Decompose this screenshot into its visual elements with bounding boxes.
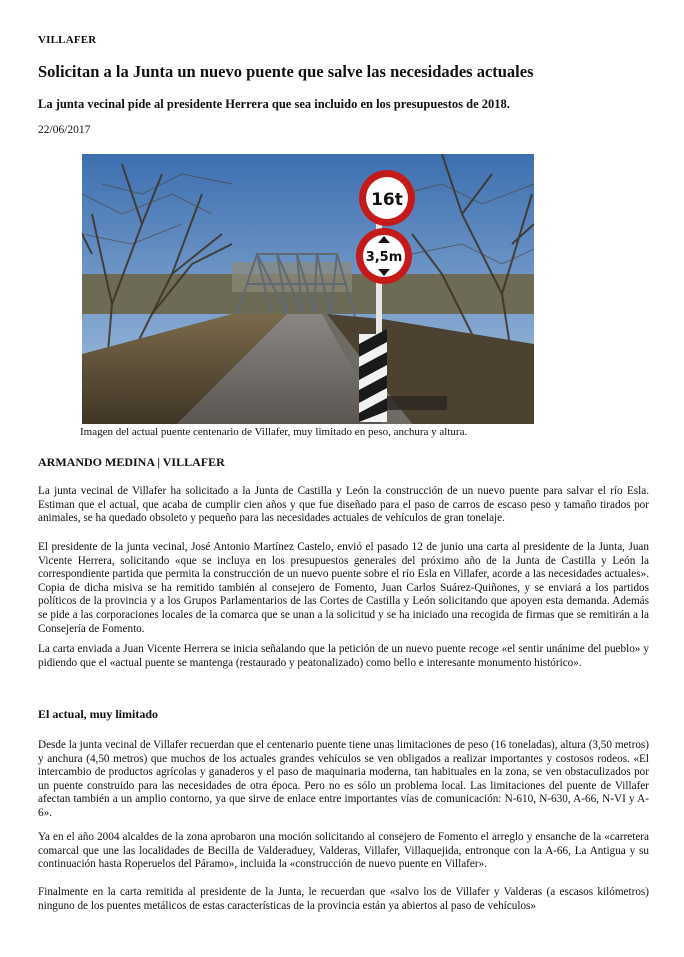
article-headline: Solicitan a la Junta un nuevo puente que salve las necesidades actuales xyxy=(38,62,534,81)
paragraph-2: El presidente de la junta vecinal, José Antonio Martínez Castelo, envió el pasado 12 de junio una carta al presidente de la Junta, Juan Vicente Herrera, solicitando «que se incluya en los presupuestos generales del próximo año de la Junta de Castilla y León la correspondiente partida que permita la construcción de un nuevo puente sobre el río Esla en Villafer, acorde a las necesidades actuales». Copia de dicha misiva se ha remitido también al consejero de Fomento, Juan Carlos Suárez-Quiñones, y se enviará a los partidos políticos de la provincia y a los Grupos Parlamentarios de las Cortes de Castilla y León solicitando que apoyen esta demanda. Además se pide a las corporaciones locales de la comarca que se unan a la solicitud y se ha iniciado una recogida de firmas que se remitirán a la Consejería de Fomento. xyxy=(38,541,649,635)
article-byline: ARMANDO MEDINA | VILLAFER xyxy=(38,455,225,469)
paragraph-6: Finalmente en la carta remitida al presidente de la Junta, le recuerdan que «salvo los de Villafer y Valderas (a escasos kilómetros) ninguno de los puentes metálicos de estas características de la provincia están ya abiertos al paso de vehículos» xyxy=(38,886,649,912)
sign-height-label: 3,5m xyxy=(365,250,403,265)
paragraph-5: Ya en el año 2004 alcaldes de la zona aprobaron una moción solicitando al consejero de Fomento el arreglo y ensanche de la «carretera comarcal que une las localidades de Becilla de Valderaduey, Valderas, Villafer, Villaquejida, entronque con la A-66, La Antigua y su continuación hasta Roperuelos del Páramo», incluida la «construcción de nuevo puente en Villafer». xyxy=(38,831,649,871)
paragraph-4: Desde la junta vecinal de Villafer recuerdan que el centenario puente tiene unas limitaciones de peso (16 toneladas), altura (3,50 metros) y anchura (4,50 metros) que muchos de los actuales grandes vehículos se ven obligados a realizar importantes y costosos rodeos. «El intercambio de productos agrícolas y ganaderos y el paso de maquinaria moderna, tan habituales en la zona, se ven obstaculizados por un puente construido para las necesidades de otra época. Pero no es sólo un problema local. Las limitaciones del puente de Villafer afectan también a un amplio contorno, ya que sirve de enlace entre importantes vías de comunicación: N-610, N-630, A-66, N-VI y A-6». xyxy=(38,739,649,819)
article-subhead: El actual, muy limitado xyxy=(38,707,159,721)
article-subheadline: La junta vecinal pide al presidente Herrera que sea incluido en los presupuestos de 2018. xyxy=(38,97,510,111)
bridge-photo xyxy=(82,154,534,424)
sign-weight-label: 16t xyxy=(371,190,403,210)
article-date: 22/06/2017 xyxy=(38,124,91,136)
paragraph-3: La carta enviada a Juan Vicente Herrera se inicia señalando que la petición de un nuevo puente recoge «el sentir unánime del pueblo» y pidiendo que el «actual puente se mantenga (restaurado y peatonalizado) como bello e interesante monumento histórico». xyxy=(38,643,649,669)
section-tag: VILLAFER xyxy=(38,34,97,46)
paragraph-1: La junta vecinal de Villafer ha solicitado a la Junta de Castilla y León la construcción de un nuevo puente para salvar el río Esla. Estiman que el actual, que acaba de cumplir cien años y que fue diseñado para el paso de carros de escaso peso y tamaño tirados por animales, se ha quedado obsoleto y pequeño para las necesidades actuales de vehículos de gran tonelaje. xyxy=(38,485,649,525)
bridge-photo-illustration xyxy=(82,154,534,424)
photo-caption: Imagen del actual puente centenario de Villafer, muy limitado en peso, anchura y altura. xyxy=(80,426,468,438)
